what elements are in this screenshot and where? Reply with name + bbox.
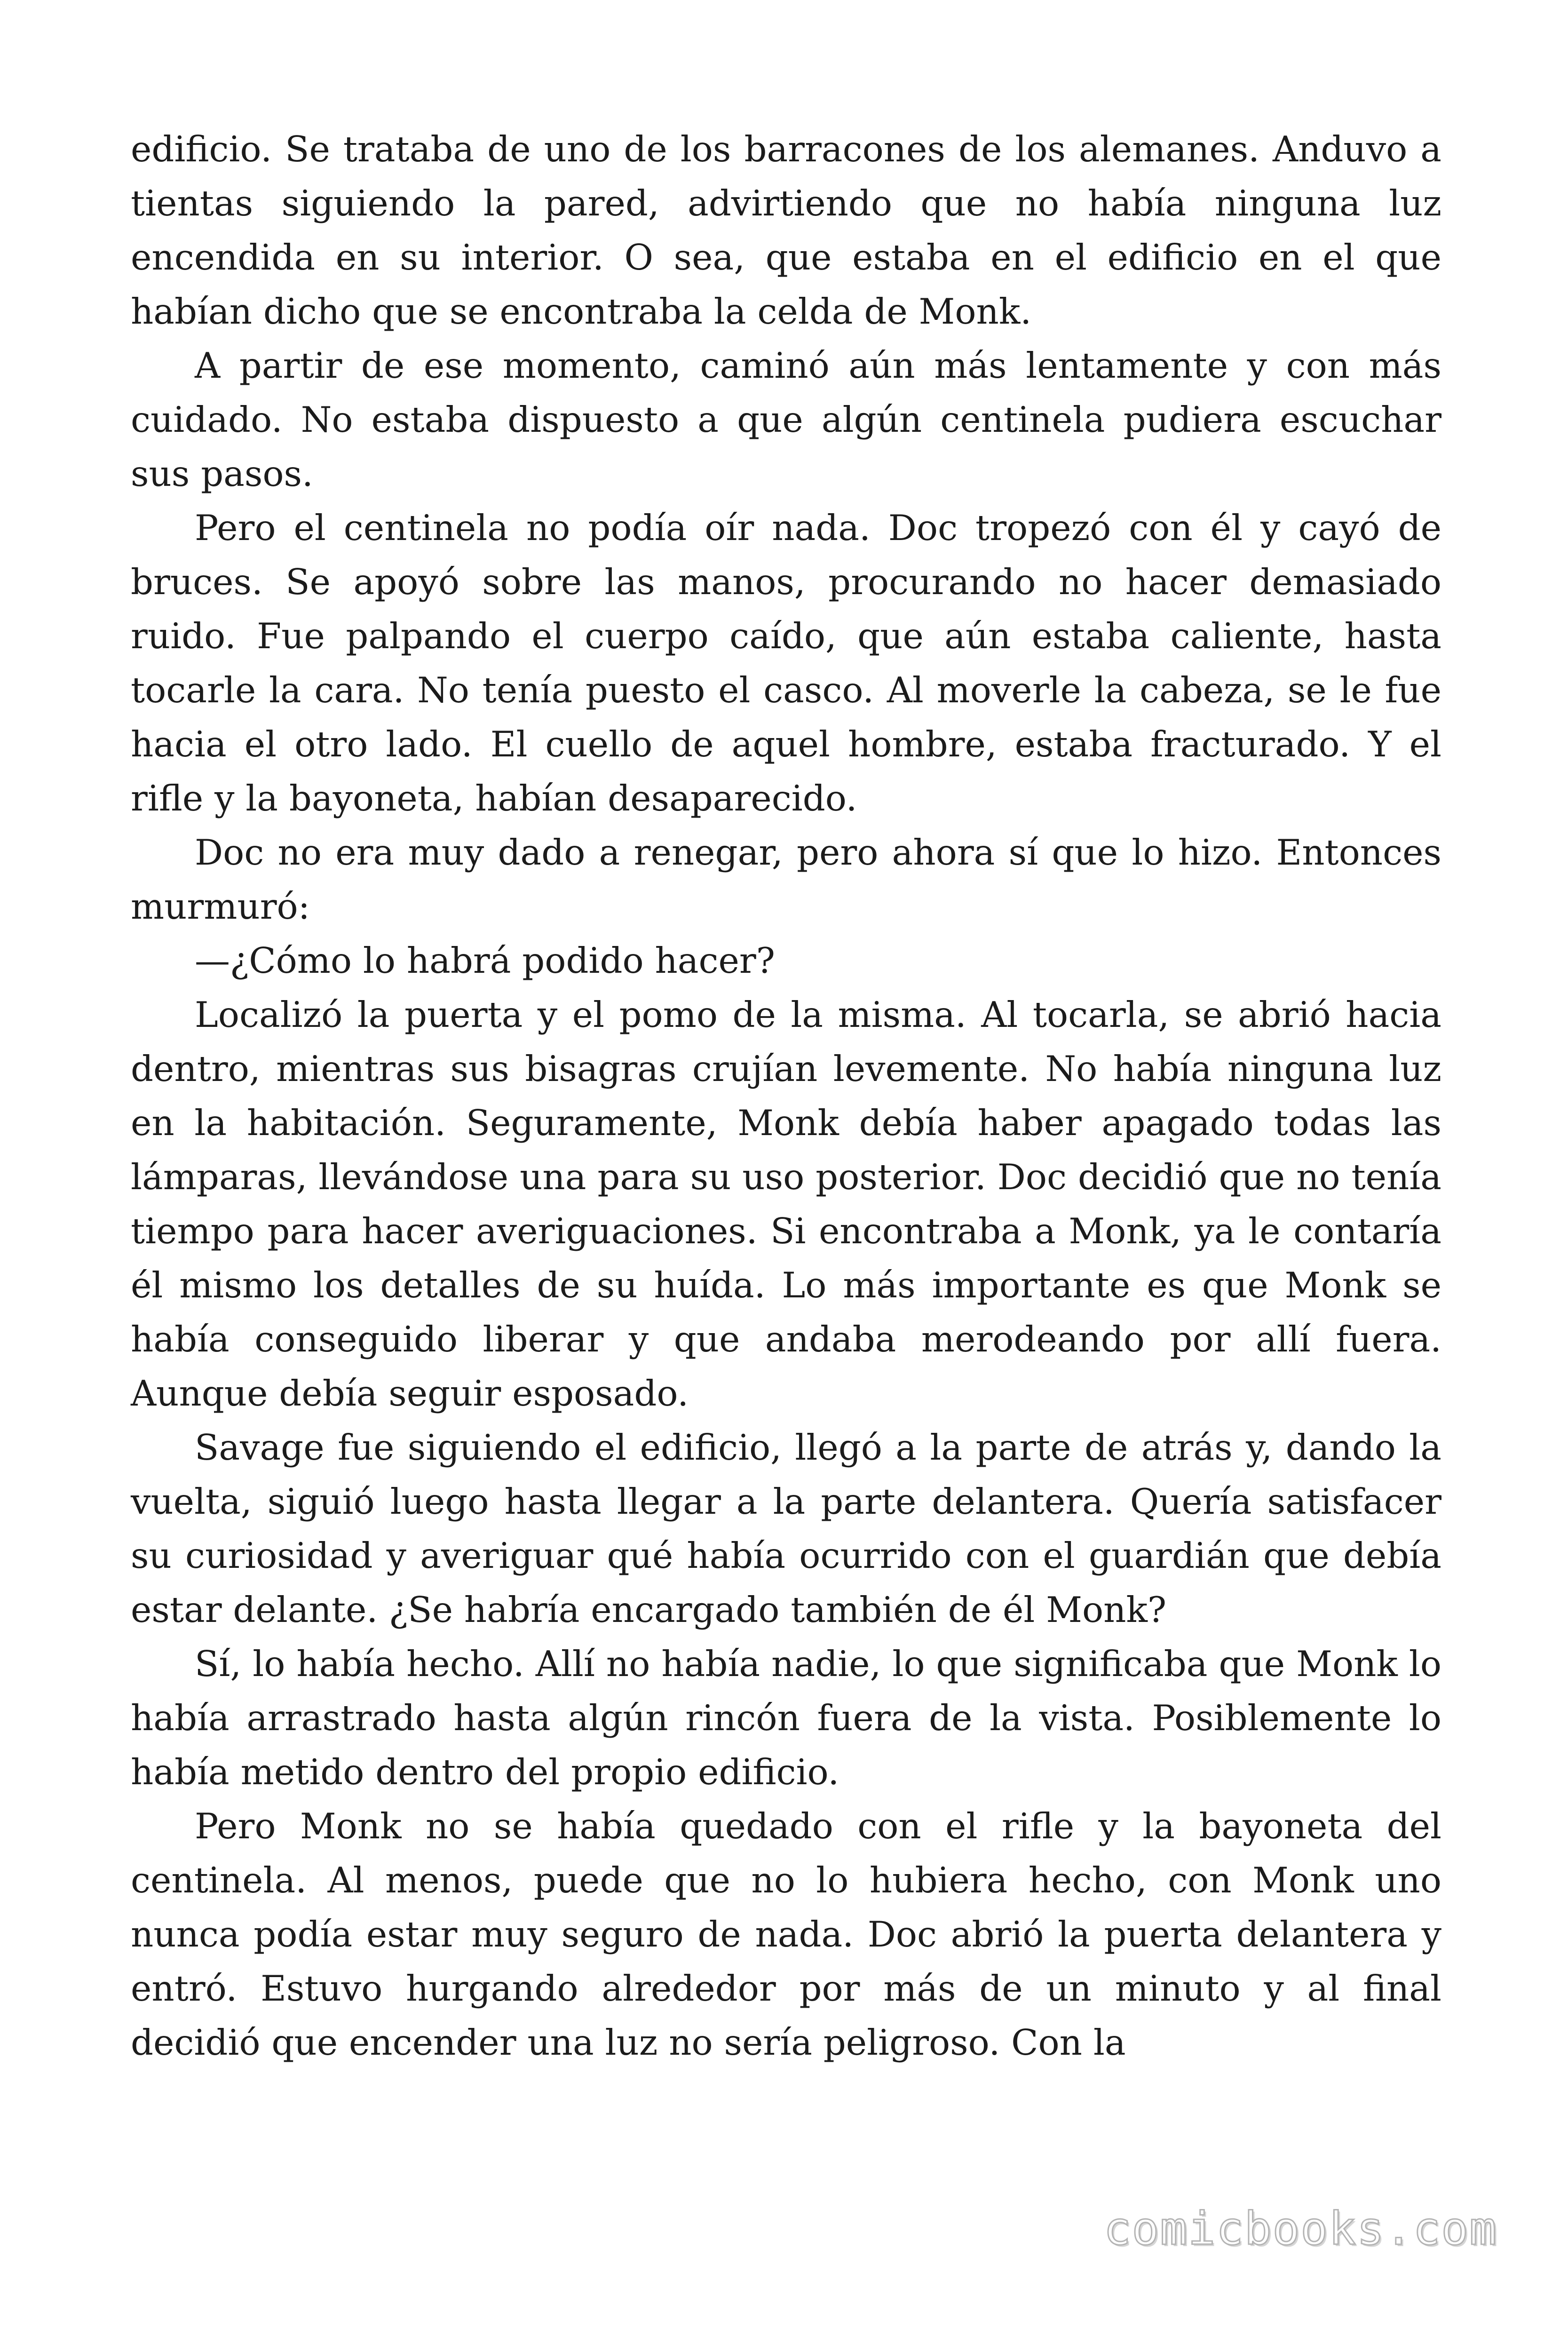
paragraph-7: Savage fue siguiendo el edificio, llegó a la parte de atrás y, dando la vuelta, siguió luego hasta llegar a la parte delantera. Quería satisfacer su curiosidad y averiguar qué había ocurrido con el guardián que debía estar delante. ¿Se habría encargado también de él Monk? (131, 1427, 1441, 1630)
paragraph-8: Sí, lo había hecho. Allí no había nadie, lo que significaba que Monk lo había arrastrado hasta algún rincón fuera de la vista. Posiblemente lo había metido dentro del propio edificio. (131, 1643, 1441, 1793)
paragraph-9: Pero Monk no se había quedado con el rifle y la bayoneta del centinela. Al menos, puede que no lo hubiera hecho, con Monk uno nunca podía estar muy seguro de nada. Doc abrió la puerta delantera y entró. Estuvo hurgando alrededor por más de un minuto y al final decidió que encender una luz no sería peligroso. Con la (131, 1805, 1441, 2063)
paragraph-3: Pero el centinela no podía oír nada. Doc tropezó con él y cayó de bruces. Se apoyó sobre las manos, procurando no hacer demasiado ruido. Fue palpando el cuerpo caído, que aún estaba caliente, hasta tocarle la cara. No tenía puesto el casco. Al moverle la cabeza, se le fue hacia el otro lado. El cuello de aquel hombre, estaba fracturado. Y el rifle y la bayoneta, habían desaparecido. (131, 507, 1441, 819)
paragraph-4: Doc no era muy dado a renegar, pero ahora sí que lo hizo. Entonces murmuró: (131, 832, 1441, 927)
paragraph-5: —¿Cómo lo habrá podido hacer? (195, 940, 775, 981)
watermark: comicbooks.com (1103, 2202, 1497, 2255)
paragraph-6: Localizó la puerta y el pomo de la misma. Al tocarla, se abrió hacia dentro, mientras sus bisagras crujían levemente. No había ninguna luz en la habitación. Seguramente, Monk debía haber apagado todas las lámparas, llevándose una para su uso posterior. Doc decidió que no tenía tiempo para hacer averiguaciones. Si encontraba a Monk, ya le contaría él mismo los detalles de su huída. Lo más importante es que Monk se había conseguido liberar y que andaba merodeando por allí fuera. Aunque debía seguir esposado. (131, 994, 1441, 1414)
paragraph-1: edificio. Se trataba de uno de los barracones de los alemanes. Anduvo a tientas siguiendo la pared, advirtiendo que no había ninguna luz encendida en su interior. O sea, que estaba en el edificio en el que habían dicho que se encontraba la celda de Monk. (131, 128, 1441, 332)
paragraph-2: A partir de ese momento, caminó aún más lentamente y con más cuidado. No estaba dispuesto a que algún centinela pudiera escuchar sus pasos. (131, 345, 1441, 494)
page-body (131, 122, 1441, 2070)
